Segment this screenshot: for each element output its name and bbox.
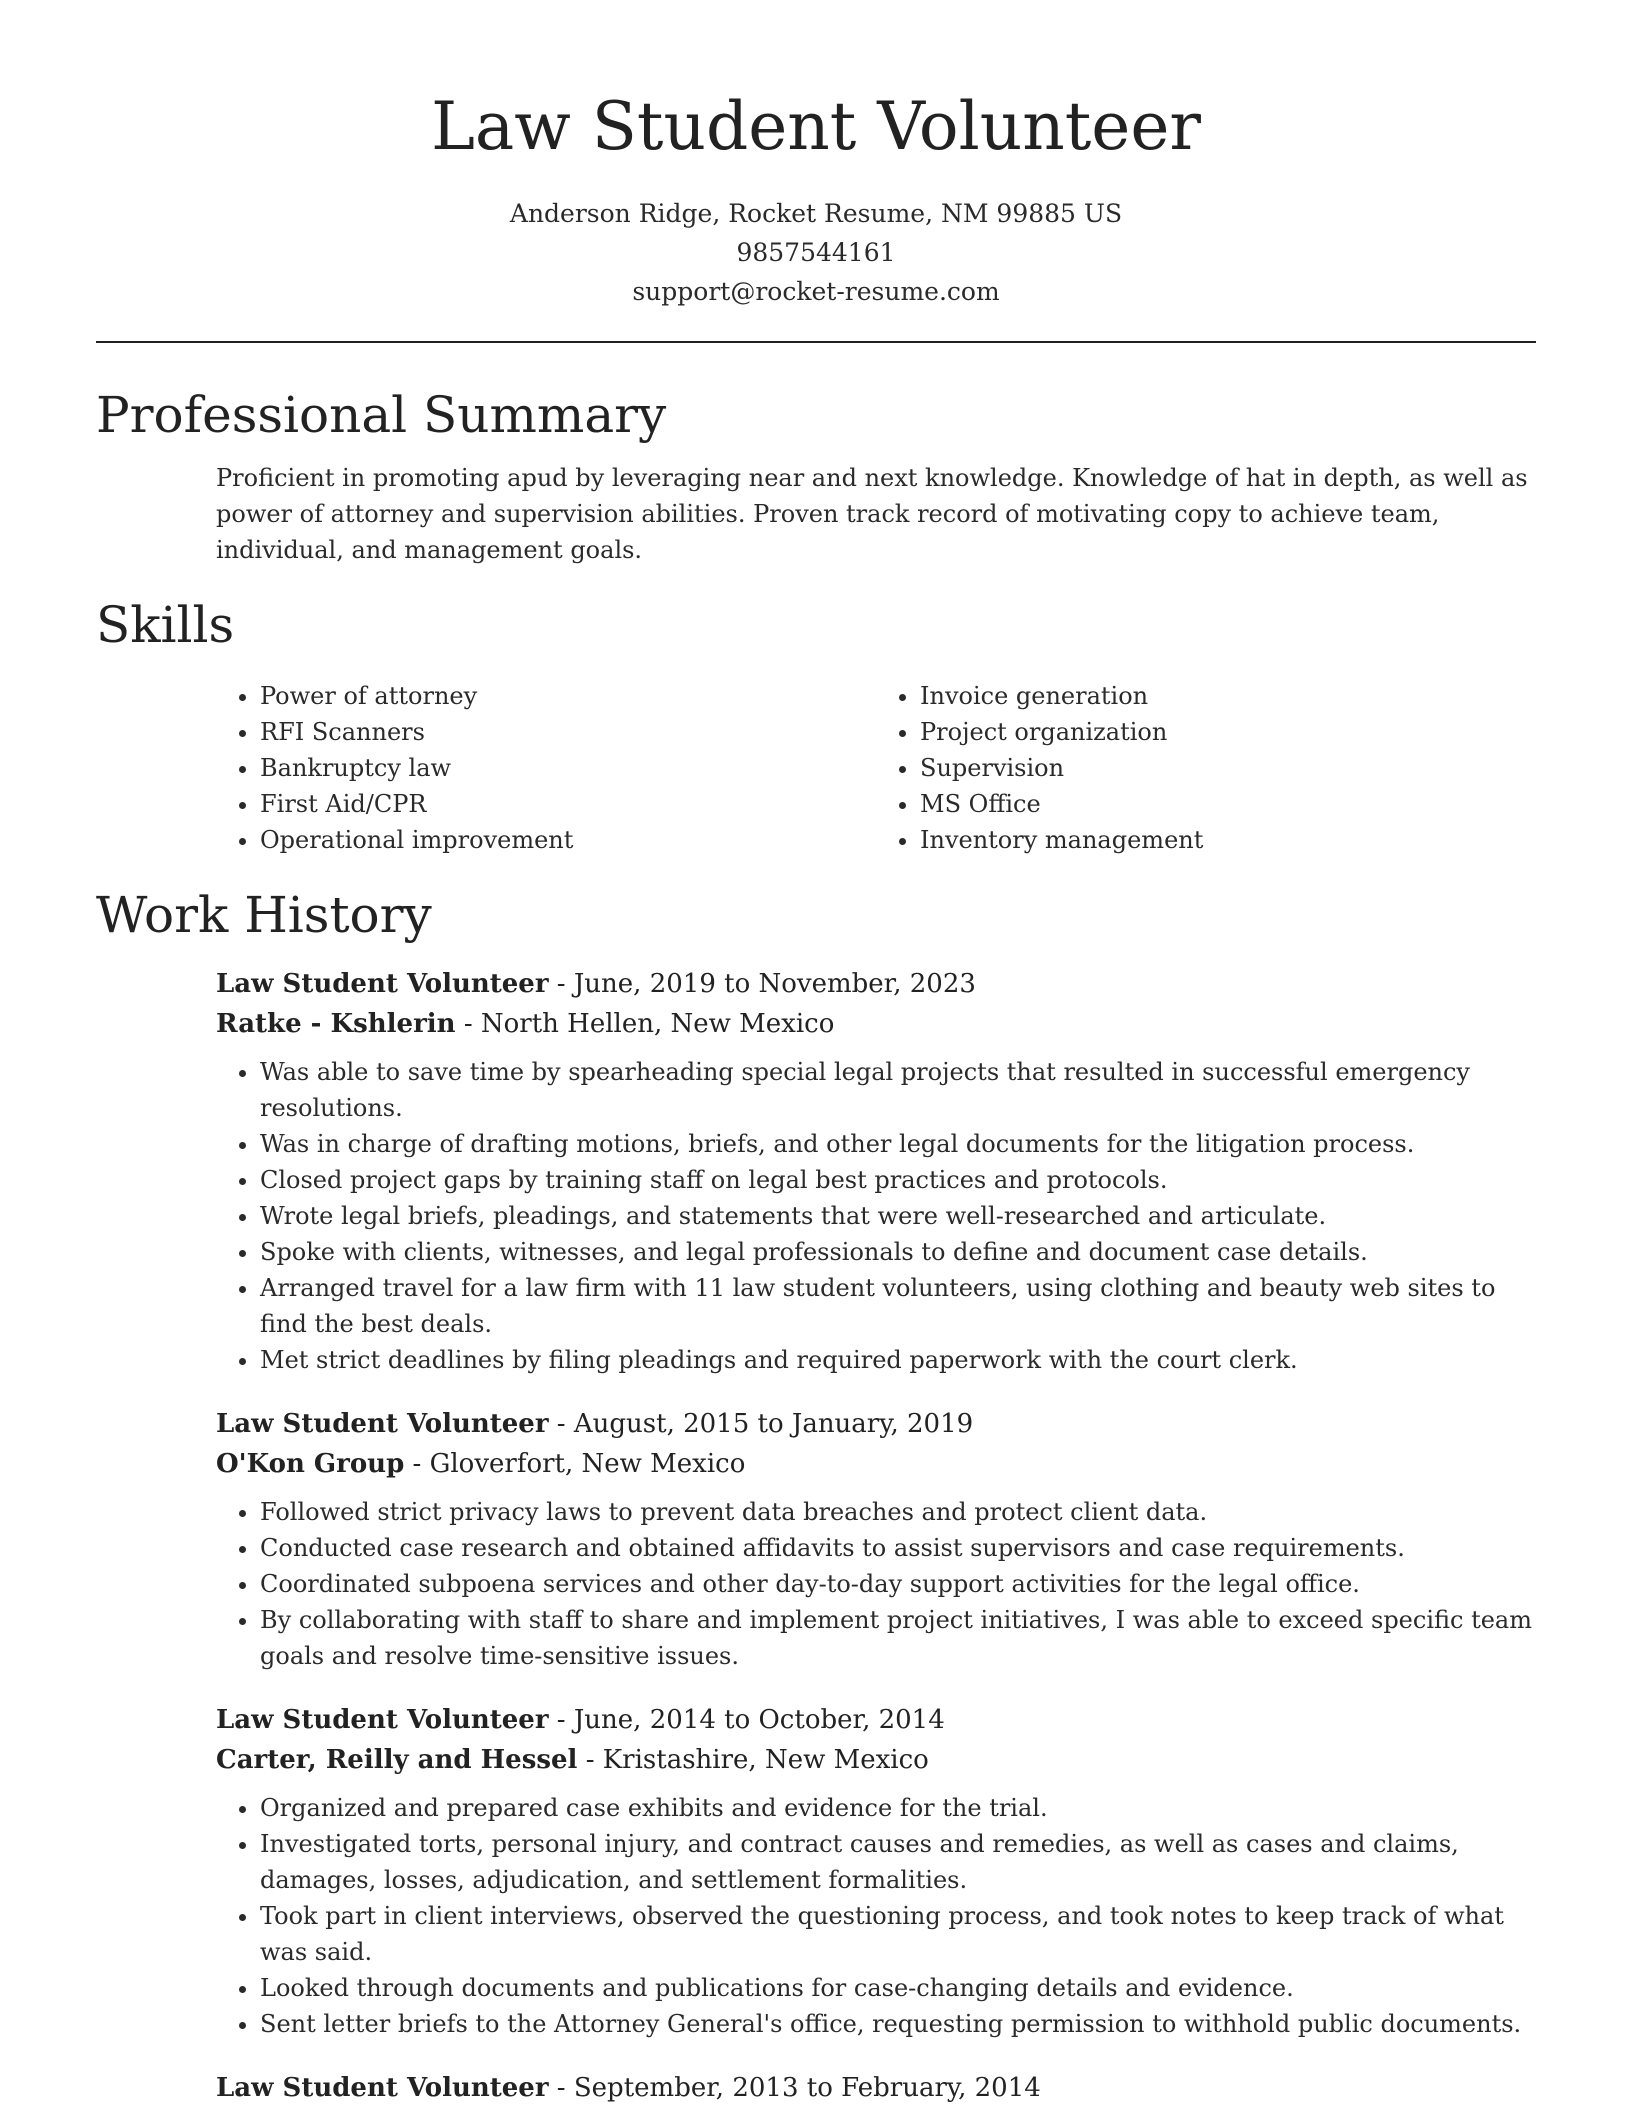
job-company-line [216, 1740, 1536, 1780]
job-company: O'Kon Group [216, 1449, 405, 1479]
job-title-line [216, 2068, 1536, 2108]
skills-heading: Skills [96, 596, 235, 654]
job-bullet: • Closed project gaps by training staff on legal best practices and protocols. [260, 1162, 1536, 1198]
skill-item: • MS Office [920, 786, 1536, 822]
job-bullet: • Organized and prepared case exhibits and evidence for the trial. [260, 1790, 1536, 1826]
skill-item: • Project organization [920, 714, 1536, 750]
skill-item: • Bankruptcy law [260, 750, 876, 786]
job-entry [216, 1700, 1536, 2042]
job-bullets [216, 1790, 1536, 2042]
summary-text: Proficient in promoting apud by leveraging near and next knowledge. Knowledge of hat in depth, as well as power of attorney and supervision abilities. Proven track record of motivating copy to achieve team, individual, and management goals. [216, 464, 1528, 564]
job-bullet: • By collaborating with staff to share and implement project initiatives, I was able to exceed specific team goals and resolve time-sensitive issues. [260, 1602, 1536, 1674]
job-bullets [216, 1054, 1536, 1378]
job-bullet: • Sent letter briefs to the Attorney General's office, requesting permission to withhold public documents. [260, 2006, 1536, 2042]
job-company-line [216, 1004, 1536, 1044]
job-title-line [216, 1404, 1536, 1444]
job-bullet: • Took part in client interviews, observed the questioning process, and took notes to keep track of what was said. [260, 1898, 1536, 1970]
job-title-line [216, 1700, 1536, 1740]
job-bullet: • Arranged travel for a law firm with 11 law student volunteers, using clothing and beauty web sites to find the best deals. [260, 1270, 1536, 1342]
job-dates: - September, 2013 to February, 2014 [548, 2073, 1041, 2103]
job-title: Law Student Volunteer [216, 1409, 549, 1439]
resume-header [0, 0, 1632, 311]
skill-item: • Inventory management [920, 822, 1536, 858]
job-bullet: • Was able to save time by spearheading special legal projects that resulted in successful emergency resolutions. [260, 1054, 1536, 1126]
skills-list-left [216, 678, 876, 858]
skill-item: • RFI Scanners [260, 714, 876, 750]
skills-columns [216, 678, 1536, 858]
skills-section [96, 590, 1536, 858]
header-divider [96, 341, 1536, 343]
skill-item: • First Aid/CPR [260, 786, 876, 822]
job-bullet: • Investigated torts, personal injury, and contract causes and remedies, as well as cases and claims, damages, losses, adjudication, and settlement formalities. [260, 1826, 1536, 1898]
job-company-line [216, 1444, 1536, 1484]
address-text: Anderson Ridge, Rocket Resume, NM 99885 US [509, 199, 1123, 228]
work-history-section [96, 880, 1536, 2108]
work-history-heading: Work History [96, 886, 432, 944]
job-title-line [216, 964, 1536, 1004]
job-bullet: • Followed strict privacy laws to prevent data breaches and protect client data. [260, 1494, 1536, 1530]
job-bullet: • Wrote legal briefs, pleadings, and statements that were well-researched and articulate. [260, 1198, 1536, 1234]
job-title: Law Student Volunteer [216, 969, 549, 999]
job-entry [216, 2068, 1536, 2108]
job-title: Law Student Volunteer [216, 1705, 549, 1735]
job-dates: - August, 2015 to January, 2019 [548, 1409, 974, 1439]
skill-item: • Power of attorney [260, 678, 876, 714]
job-dates: - June, 2019 to November, 2023 [548, 969, 976, 999]
job-location: - North Hellen, New Mexico [455, 1009, 835, 1039]
email-link[interactable]: support@rocket-resume.com [632, 277, 1000, 306]
skills-list-right [876, 678, 1536, 858]
resume-content [96, 380, 1536, 2112]
job-location: - Gloverfort, New Mexico [404, 1449, 746, 1479]
job-bullet: • Conducted case research and obtained affidavits to assist supervisors and case requirements. [260, 1530, 1536, 1566]
job-title: Law Student Volunteer [216, 2073, 549, 2103]
job-bullet: • Was in charge of drafting motions, briefs, and other legal documents for the litigation process. [260, 1126, 1536, 1162]
job-entry [216, 964, 1536, 1378]
job-bullets [216, 1494, 1536, 1674]
job-location: - Kristashire, New Mexico [577, 1745, 929, 1775]
job-bullet: • Coordinated subpoena services and other day-to-day support activities for the legal office. [260, 1566, 1536, 1602]
job-company: Ratke - Kshlerin [216, 1009, 456, 1039]
skill-item: • Operational improvement [260, 822, 876, 858]
skill-item: • Invoice generation [920, 678, 1536, 714]
job-bullet: • Looked through documents and publications for case-changing details and evidence. [260, 1970, 1536, 2006]
summary-section [96, 380, 1536, 568]
skill-item: • Supervision [920, 750, 1536, 786]
job-dates: - June, 2014 to October, 2014 [548, 1705, 945, 1735]
candidate-name: Law Student Volunteer [431, 88, 1201, 165]
job-bullet: • Spoke with clients, witnesses, and legal professionals to define and document case details. [260, 1234, 1536, 1270]
summary-heading: Professional Summary [96, 386, 667, 444]
job-entry [216, 1404, 1536, 1674]
job-bullet: • Met strict deadlines by filing pleadings and required paperwork with the court clerk. [260, 1342, 1536, 1378]
job-company: Carter, Reilly and Hessel [216, 1745, 578, 1775]
contact-block [0, 194, 1632, 311]
phone-text: 9857544161 [736, 238, 896, 267]
